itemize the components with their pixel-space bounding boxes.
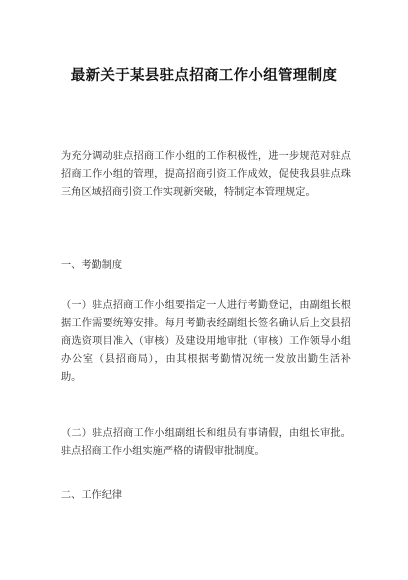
section-heading-attendance: 一、考勤制度 xyxy=(61,260,123,271)
attendance-item-2: （二）驻点招商工作小组副组长和组员有事请假，由组长审批。驻点招商工作小组实施严格的请假审批制度。 xyxy=(61,428,351,457)
intro-paragraph: 为充分调动驻点招商工作小组的工作积极性，进一步规范对驻点招商工作小组的管理，提高招商引资工作成效，促使我县驻点珠三角区域招商引资工作实现新突破，特制定本管理规定。 xyxy=(61,151,351,198)
document-title: 最新关于某县驻点招商工作小组管理制度 xyxy=(70,68,338,84)
attendance-item-1: （一）驻点招商工作小组要指定一人进行考勤登记，由副组长根据工作需要统筹安排。每月考勤表经副组长签名确认后上交县招商选资项目准入（审核）及建设用地审批（审核）工作领导小组办公室（县招商局），由其根据考勤情况统一发放出勤生活补助。 xyxy=(61,300,351,383)
section-heading-discipline: 二、工作纪律 xyxy=(61,490,123,501)
